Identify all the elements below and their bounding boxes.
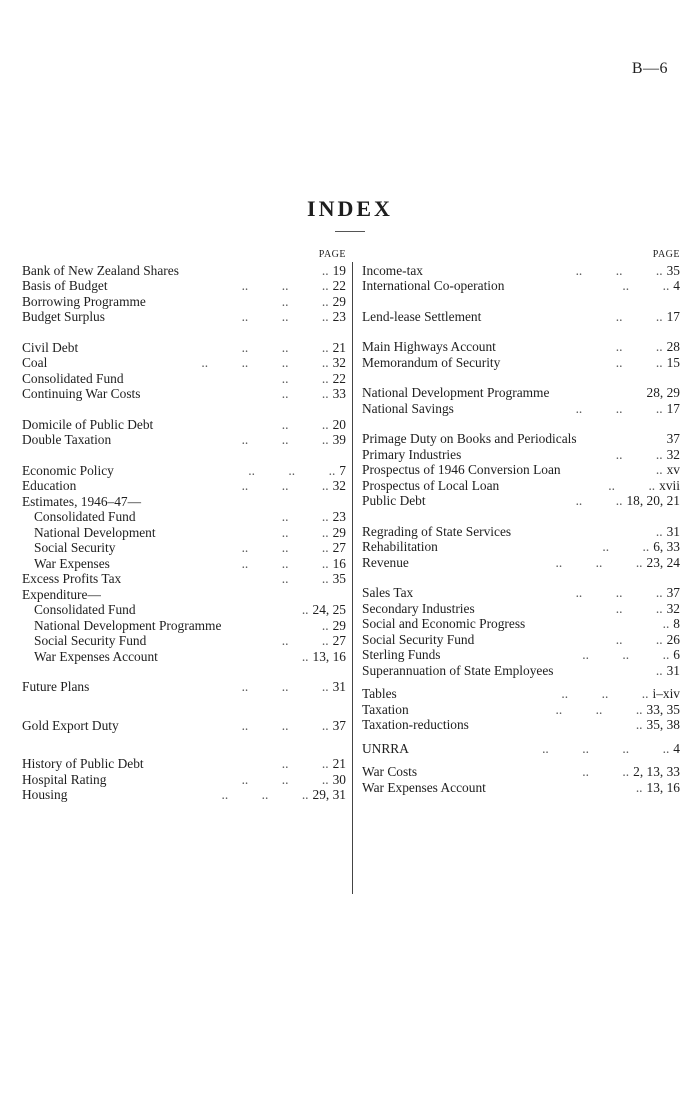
page-reference: 28 — [666, 339, 680, 354]
leader-dots: .. .. .. — [575, 585, 663, 600]
index-term: UNRRA — [362, 740, 409, 756]
index-term: Taxation — [362, 701, 409, 717]
leader-dots: .. — [655, 462, 663, 477]
index-term: Secondary Industries — [362, 600, 475, 616]
index-entry — [362, 355, 680, 371]
index-column-right — [362, 247, 680, 795]
index-entry — [362, 663, 680, 679]
index-term: Budget Surplus — [22, 309, 105, 324]
index-term: Economic Policy — [22, 462, 114, 478]
index-subentry — [22, 602, 346, 618]
index-entry — [362, 585, 680, 601]
index-entry — [362, 686, 680, 702]
page-reference: 32 — [332, 478, 346, 493]
leader-dots: .. .. — [615, 446, 663, 462]
index-term: Social and Economic Progress — [362, 616, 526, 631]
page-reference: xv — [666, 462, 680, 477]
index-entry — [362, 385, 680, 401]
page-reference: i–xiv — [652, 686, 680, 701]
index-subentry — [22, 649, 346, 665]
group-spacer — [362, 570, 680, 585]
index-term: Consolidated Fund — [34, 602, 136, 617]
leader-dots: .. .. .. — [241, 278, 329, 293]
page-reference: 33, 35 — [646, 701, 680, 717]
page-reference: 37 — [666, 585, 680, 600]
index-term: Future Plans — [22, 679, 90, 694]
index-subentry — [22, 509, 346, 525]
index-term: Tables — [362, 686, 397, 701]
index-entry — [362, 539, 680, 555]
leader-dots: .. .. .. — [241, 555, 329, 571]
leader-dots: .. .. .. — [241, 478, 329, 493]
page-reference: 32 — [332, 355, 346, 370]
page-reference: 37 — [332, 717, 346, 733]
index-entry — [362, 493, 680, 509]
group-spacer — [22, 733, 346, 748]
index-term: Estimates, 1946–47— — [22, 493, 142, 509]
group-spacer — [362, 509, 680, 524]
index-entry — [362, 764, 680, 780]
index-entry — [362, 601, 680, 617]
leader-dots: .. .. .. — [241, 540, 329, 555]
index-entry — [362, 616, 680, 632]
leader-dots: .. .. .. — [241, 679, 329, 694]
index-entry — [362, 647, 680, 663]
group-spacer — [362, 294, 680, 309]
index-term: Double Taxation — [22, 432, 112, 447]
leader-dots: .. .. — [615, 308, 663, 324]
page-reference: 21 — [332, 339, 346, 355]
index-term: War Expenses — [34, 555, 110, 571]
index-entry — [22, 386, 346, 402]
index-term: Social Security — [34, 540, 116, 555]
leader-dots: .. .. .. — [555, 701, 643, 717]
page-reference: 6 — [673, 647, 680, 662]
index-entry — [22, 294, 346, 310]
index-term: Hospital Rating — [22, 771, 107, 787]
page-reference: 32 — [666, 446, 680, 462]
index-entry — [362, 309, 680, 325]
index-term: Sales Tax — [362, 585, 414, 600]
leader-dots: .. .. .. — [248, 462, 336, 478]
leader-dots: .. — [655, 662, 663, 678]
index-entry — [362, 401, 680, 417]
leader-dots: .. — [321, 262, 329, 278]
page-reference: 8 — [673, 616, 680, 631]
index-term: National Savings — [362, 400, 454, 416]
leader-dots: .. .. — [281, 756, 329, 771]
leader-dots: .. .. — [281, 633, 329, 648]
index-entry — [362, 278, 680, 294]
page-reference: 31 — [332, 679, 346, 694]
index-term: Taxation-reductions — [362, 717, 469, 732]
page-reference: 37 — [666, 431, 680, 446]
index-term: History of Public Debt — [22, 756, 144, 771]
leader-dots: .. .. .. .. — [201, 355, 329, 370]
page-column-heading: PAGE — [318, 249, 346, 260]
page-reference: 23, 24 — [646, 554, 680, 570]
page-reference: 23 — [332, 509, 346, 524]
index-entry — [22, 478, 346, 494]
index-entry — [362, 780, 680, 796]
index-subentry — [22, 618, 346, 634]
page-reference: 29 — [332, 524, 346, 540]
index-term: Primage Duty on Books and Periodicals — [362, 431, 577, 446]
group-spacer — [22, 748, 346, 756]
leader-dots: .. .. .. — [561, 686, 649, 701]
index-entry — [22, 718, 346, 734]
leader-dots: .. — [635, 717, 643, 732]
index-term: Memorandum of Security — [362, 354, 501, 370]
leader-dots: .. .. .. — [241, 339, 329, 355]
leader-dots: .. — [321, 617, 329, 633]
group-spacer — [22, 710, 346, 718]
index-term: Gold Export Duty — [22, 717, 119, 733]
index-entry — [22, 587, 346, 603]
page-number: B—6 — [631, 60, 668, 77]
page-reference: 32 — [666, 600, 680, 616]
title-rule — [335, 231, 365, 232]
page-reference: 17 — [666, 400, 680, 416]
column-divider — [352, 262, 353, 894]
leader-dots: .. .. .. — [241, 771, 329, 787]
leader-dots: .. .. — [622, 278, 670, 293]
index-term: Primary Industries — [362, 446, 462, 462]
index-entry — [22, 355, 346, 371]
page-reference: 30 — [332, 771, 346, 787]
index-subentry — [22, 540, 346, 556]
index-term: Rehabilitation — [362, 539, 438, 554]
leader-dots: .. .. .. — [241, 717, 329, 733]
index-entry — [362, 702, 680, 718]
index-entry — [22, 309, 346, 325]
page-column-heading: PAGE — [652, 249, 680, 260]
group-spacer — [362, 733, 680, 741]
leader-dots: .. .. — [575, 493, 623, 508]
page-reference: 2, 13, 33 — [633, 764, 680, 779]
page-reference: 31 — [666, 523, 680, 539]
index-term: Housing — [22, 787, 68, 802]
page-reference: 27 — [332, 540, 346, 555]
leader-dots: .. .. — [281, 509, 329, 524]
page-reference: 4 — [673, 740, 680, 756]
group-spacer — [22, 402, 346, 417]
page-reference: 17 — [666, 308, 680, 324]
index-term: War Expenses Account — [362, 779, 486, 795]
index-entry — [362, 632, 680, 648]
index-column-left — [22, 247, 346, 803]
leader-dots: .. .. — [615, 631, 663, 647]
page-reference: 16 — [332, 555, 346, 571]
leader-dots: .. .. .. — [582, 647, 670, 662]
group-spacer — [362, 416, 680, 431]
leader-dots: .. .. .. .. — [542, 740, 670, 756]
index-term: Civil Debt — [22, 339, 79, 355]
index-term: National Development — [34, 524, 156, 540]
page-reference: 22 — [332, 278, 346, 293]
index-term: War Expenses Account — [34, 648, 158, 664]
index-term: Income-tax — [362, 262, 423, 278]
group-spacer — [362, 324, 680, 339]
index-entries-left — [22, 263, 346, 803]
index-subentry — [22, 633, 346, 649]
index-term: Regrading of State Services — [362, 523, 512, 539]
index-entry — [362, 339, 680, 355]
index-subentry — [22, 556, 346, 572]
leader-dots: .. .. — [615, 339, 663, 354]
index-term: Excess Profits Tax — [22, 571, 122, 586]
index-entries-right — [362, 263, 680, 796]
index-term: Sterling Funds — [362, 647, 441, 662]
index-term: Consolidated Fund — [22, 370, 124, 386]
index-entry — [362, 462, 680, 478]
index-entry — [22, 787, 346, 803]
page-title: INDEX — [307, 196, 393, 221]
page-reference: 29 — [332, 293, 346, 309]
index-entry — [22, 494, 346, 510]
page-reference: 26 — [666, 631, 680, 647]
group-spacer — [362, 370, 680, 385]
leader-dots: .. — [301, 648, 309, 664]
index-term: Social Security Fund — [362, 631, 475, 647]
page-reference: 31 — [666, 662, 680, 678]
page-reference: 33 — [332, 386, 346, 401]
index-term: Basis of Budget — [22, 278, 108, 293]
index-term: Expenditure— — [22, 586, 101, 602]
page-reference: 35, 38 — [646, 717, 680, 732]
leader-dots: .. .. .. — [555, 554, 643, 570]
index-subentry — [22, 525, 346, 541]
page-reference: 13, 16 — [646, 779, 680, 795]
leader-dots: .. .. — [615, 600, 663, 616]
group-spacer — [22, 448, 346, 463]
leader-dots: .. .. .. — [221, 787, 309, 802]
group-spacer — [362, 678, 680, 686]
page-reference: 27 — [332, 633, 346, 648]
index-entry — [362, 447, 680, 463]
group-spacer — [22, 695, 346, 710]
leader-dots: .. .. .. — [241, 432, 329, 447]
page-reference: 6, 33 — [653, 539, 680, 554]
group-spacer — [362, 756, 680, 764]
page-reference: 20 — [332, 416, 346, 432]
leader-dots: .. .. .. — [575, 262, 663, 278]
leader-dots: .. .. — [281, 370, 329, 386]
index-entry — [22, 432, 346, 448]
index-term: Education — [22, 478, 77, 493]
index-term: War Costs — [362, 764, 418, 779]
page-reference: 19 — [332, 262, 346, 278]
index-entry — [22, 679, 346, 695]
leader-dots: .. .. — [615, 354, 663, 370]
page-reference: 15 — [666, 354, 680, 370]
page-reference: 29 — [332, 617, 346, 633]
index-entry — [362, 555, 680, 571]
page-reference: 18, 20, 21 — [626, 493, 680, 508]
index-entry — [22, 371, 346, 387]
leader-dots: .. — [635, 779, 643, 795]
index-entry — [22, 263, 346, 279]
page-reference: 24, 25 — [312, 602, 346, 617]
leader-dots: .. .. — [602, 539, 650, 554]
leader-dots: .. .. — [281, 293, 329, 309]
page-reference: 22 — [332, 370, 346, 386]
leader-dots: .. — [655, 523, 663, 539]
page-reference: 13, 16 — [312, 648, 346, 664]
page-reference: 39 — [332, 432, 346, 447]
index-term: Revenue — [362, 554, 409, 570]
group-spacer — [22, 325, 346, 340]
leader-dots: .. .. — [608, 477, 656, 493]
page-reference: 4 — [673, 278, 680, 293]
page-reference: 21 — [332, 756, 346, 771]
index-term: Prospectus of Local Loan — [362, 477, 500, 493]
page-reference: 7 — [339, 462, 346, 478]
index-term: Prospectus of 1946 Conversion Loan — [362, 462, 561, 477]
index-entry — [22, 756, 346, 772]
group-spacer — [22, 664, 346, 679]
index-term: Continuing War Costs — [22, 386, 141, 401]
index-entry — [22, 772, 346, 788]
index-term: Bank of New Zealand Shares — [22, 262, 179, 278]
index-term: Coal — [22, 355, 48, 370]
index-entry — [22, 278, 346, 294]
index-entry — [22, 463, 346, 479]
page-reference: 35 — [332, 571, 346, 586]
leader-dots: .. .. — [582, 764, 630, 779]
leader-dots: .. — [662, 616, 670, 631]
index-entry — [362, 524, 680, 540]
page-reference: 23 — [332, 309, 346, 324]
index-entry — [362, 717, 680, 733]
index-term: Domicile of Public Debt — [22, 416, 154, 432]
index-term: Lend-lease Settlement — [362, 308, 482, 324]
index-entry — [362, 431, 680, 447]
leader-dots: .. .. — [281, 571, 329, 586]
index-entry — [22, 417, 346, 433]
page-reference: 35 — [666, 262, 680, 278]
index-entry — [22, 571, 346, 587]
page-reference: xvii — [659, 477, 680, 493]
index-term: International Co-operation — [362, 278, 505, 293]
index-entry — [22, 340, 346, 356]
index-entry — [362, 741, 680, 757]
leader-dots: .. .. .. — [575, 400, 663, 416]
leader-dots: .. .. — [281, 416, 329, 432]
index-term: Superannuation of State Employees — [362, 662, 554, 678]
index-term: Social Security Fund — [34, 633, 147, 648]
leader-dots: .. .. — [281, 386, 329, 401]
leader-dots: .. .. .. — [241, 309, 329, 324]
leader-dots: .. .. — [281, 524, 329, 540]
page-reference: 28, 29 — [646, 385, 680, 400]
index-term: Main Highways Account — [362, 339, 496, 354]
index-entry — [362, 478, 680, 494]
index-term: National Development Programme — [362, 385, 550, 400]
index-term: National Development Programme — [34, 617, 222, 633]
leader-dots: .. — [301, 602, 309, 617]
index-entry — [362, 263, 680, 279]
index-term: Public Debt — [362, 493, 426, 508]
index-term: Consolidated Fund — [34, 509, 136, 524]
index-term: Borrowing Programme — [22, 293, 146, 309]
page-reference: 29, 31 — [312, 787, 346, 802]
